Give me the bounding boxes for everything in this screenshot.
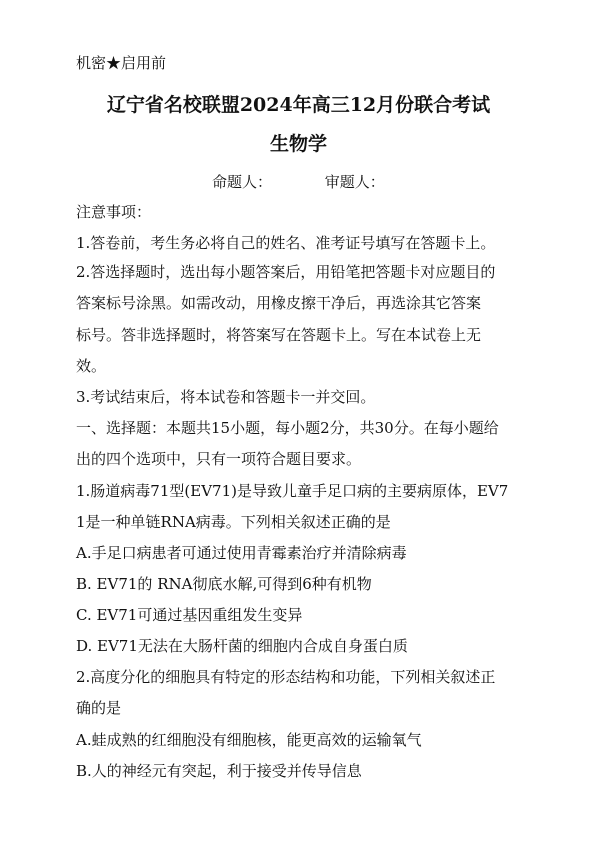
author-reviewer-line — [212, 171, 385, 192]
notice-heading: 注意事项： — [76, 203, 152, 221]
question-1-stem: 1.肠道病毒71型(EV71)是导致儿童手足口病的主要病原体，EV7 — [76, 482, 509, 500]
notice-line: 答案标号涂黑。如需改动，用橡皮擦干净后，再选涂其它答案 — [76, 294, 482, 312]
exam-title: 辽宁省名校联盟2024年高三12月份联合考试 — [106, 94, 491, 116]
question-2-stem: 确的是 — [76, 699, 122, 717]
notice-line: 3.考试结束后，将本试卷和答题卡一并交回。 — [76, 388, 376, 406]
question-1-option-a: A.手足口病患者可通过使用青霉素治疗并清除病毒 — [76, 544, 407, 562]
question-1-option-c: C. EV71可通过基因重组发生变异 — [76, 606, 303, 624]
notice-line: 1.答卷前，考生务必将自己的姓名、准考证号填写在答题卡上。 — [76, 234, 496, 252]
confidential-label: 机密★启用前 — [76, 54, 167, 72]
notice-line: 2.答选择题时，选出每小题答案后，用铅笔把答题卡对应题目的 — [76, 263, 496, 281]
subject-title: 生物学 — [269, 133, 327, 155]
notice-line: 标号。答非选择题时，将答案写在答题卡上。写在本试卷上无 — [76, 326, 482, 344]
question-1-option-b: B. EV71的 RNA彻底水解,可得到6种有机物 — [76, 575, 372, 593]
author-label: 命题人： — [212, 173, 273, 191]
reviewer-label: 审题人： — [324, 173, 385, 191]
question-1-stem: 1是一种单链RNA病毒。下列相关叙述正确的是 — [76, 513, 391, 531]
question-1-option-d: D. EV71无法在大肠杆菌的细胞内合成自身蛋白质 — [76, 637, 408, 655]
question-2-stem: 2.高度分化的细胞具有特定的形态结构和功能，下列相关叙述正 — [76, 668, 496, 686]
notice-line: 效。 — [76, 357, 107, 375]
question-2-option-b: B.人的神经元有突起，利于接受并传导信息 — [76, 762, 362, 780]
section-instruction: 出的四个选项中，只有一项符合题目要求。 — [76, 450, 362, 468]
question-2-option-a: A.蛙成熟的红细胞没有细胞核，能更高效的运输氧气 — [76, 731, 422, 749]
section-instruction: 一、选择题：本题共15小题，每小题2分，共30分。在每小题给 — [76, 419, 499, 437]
